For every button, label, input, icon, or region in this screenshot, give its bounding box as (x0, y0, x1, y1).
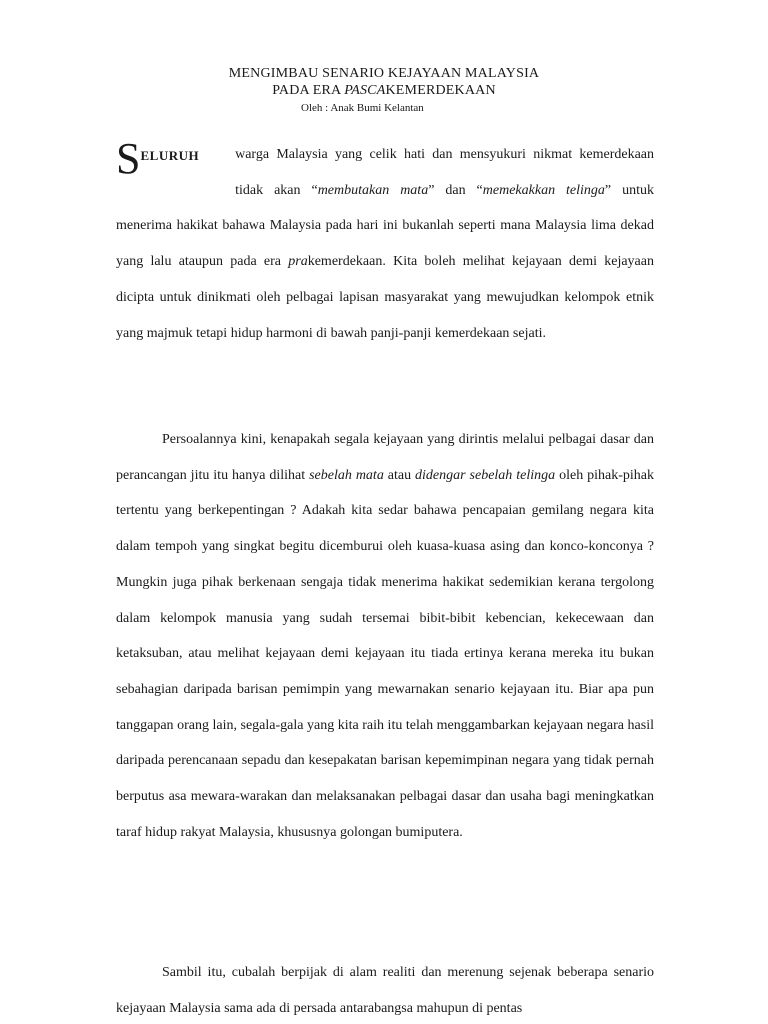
author-byline: Oleh : Anak Bumi Kelantan (301, 102, 424, 114)
drop-cap-word: ELURUH (140, 148, 200, 163)
title-italic-word: PASCA (344, 83, 386, 98)
document-title-line-1: MENGIMBAU SENARIO KEJAYAAN MALAYSIA (228, 66, 540, 81)
p1-italic-1: membutakan mata (317, 182, 429, 198)
paragraph-2 (116, 422, 654, 850)
p1-text-3: ” untuk menerima hakikat bahawa Malaysia pada hari ini bukanlah seperti mana Malaysia lima dekad yang lalu ataupun pada era (116, 182, 654, 270)
p1-italic-2: memekakkan telinga (482, 182, 605, 198)
p1-italic-3: pra (288, 254, 308, 270)
paragraph-3 (116, 955, 654, 1024)
drop-cap: S (116, 134, 141, 183)
p2-text-3: oleh pihak-pihak tertentu yang berkepentingan ? Adakah kita sedar bahawa pencapaian gemilang negara kita dalam tempoh yang singkat begitu dicemburui oleh kuasa-kuasa asing dan konco-konconya ? Mungkin juga pihak berkenaan sengaja tidak menerima hakikat sedemikian kerana tergolong dalam kelompok manusia yang sudah tersemai bibit-bibit kebencian, kekecewaan dan ketaksuban, atau melihat kejayaan demi kejayaan itu tiada ertinya kerana mereka itu bukan sebahagian daripada barisan pemimpin yang mewarnakan senario kejayaan itu. Biar apa pun tanggapan orang lain, segala-gala yang kita raih itu telah menggambarkan kejayaan negara hasil daripada perencanaan sepadu dan kesepakatan barisan kepemimpinan negara yang tidak pernah berputus asa mewara-warakan dan melaksanakan pelbagai dasar dan usaha bagi meningkatkan taraf hidup rakyat Malaysia, khususnya golongan bumiputera. (116, 467, 655, 840)
p1-text-2: ” dan “ (428, 182, 483, 198)
p2-italic-1: sebelah mata (309, 467, 384, 483)
paragraph-1 (116, 134, 654, 351)
title-prefix: PADA ERA (272, 83, 345, 98)
p2-text-2: atau (383, 467, 416, 483)
p2-text-1: Persoalannya kini, kenapakah segala kejayaan yang dirintis melalui pelbagai dasar dan perancangan jitu itu hanya dilihat (116, 432, 654, 483)
document-title-line-2 (0, 83, 768, 99)
p1-text-4: kemerdekaan. Kita boleh melihat kejayaan demi kejayaan dicipta untuk dinikmati oleh pelbagai lapisan masyarakat yang mewujudkan kelompok etnik yang majmuk tetapi hidup harmoni di bawah panji-panji kemerdekaan sejati. (116, 254, 654, 341)
p2-italic-2: didengar sebelah telinga (415, 467, 556, 483)
title-suffix: KEMERDEKAAN (385, 83, 496, 98)
p1-text-1: warga Malaysia yang celik hati dan mensyukuri nikmat kemerdekaan tidak akan “ (235, 147, 654, 198)
p3-text-1: Sambil itu, cubalah berpijak di alam realiti dan merenung sejenak beberapa senario kejayaan Malaysia sama ada di persada antarabangsa mahupun di pentas (116, 965, 654, 1016)
